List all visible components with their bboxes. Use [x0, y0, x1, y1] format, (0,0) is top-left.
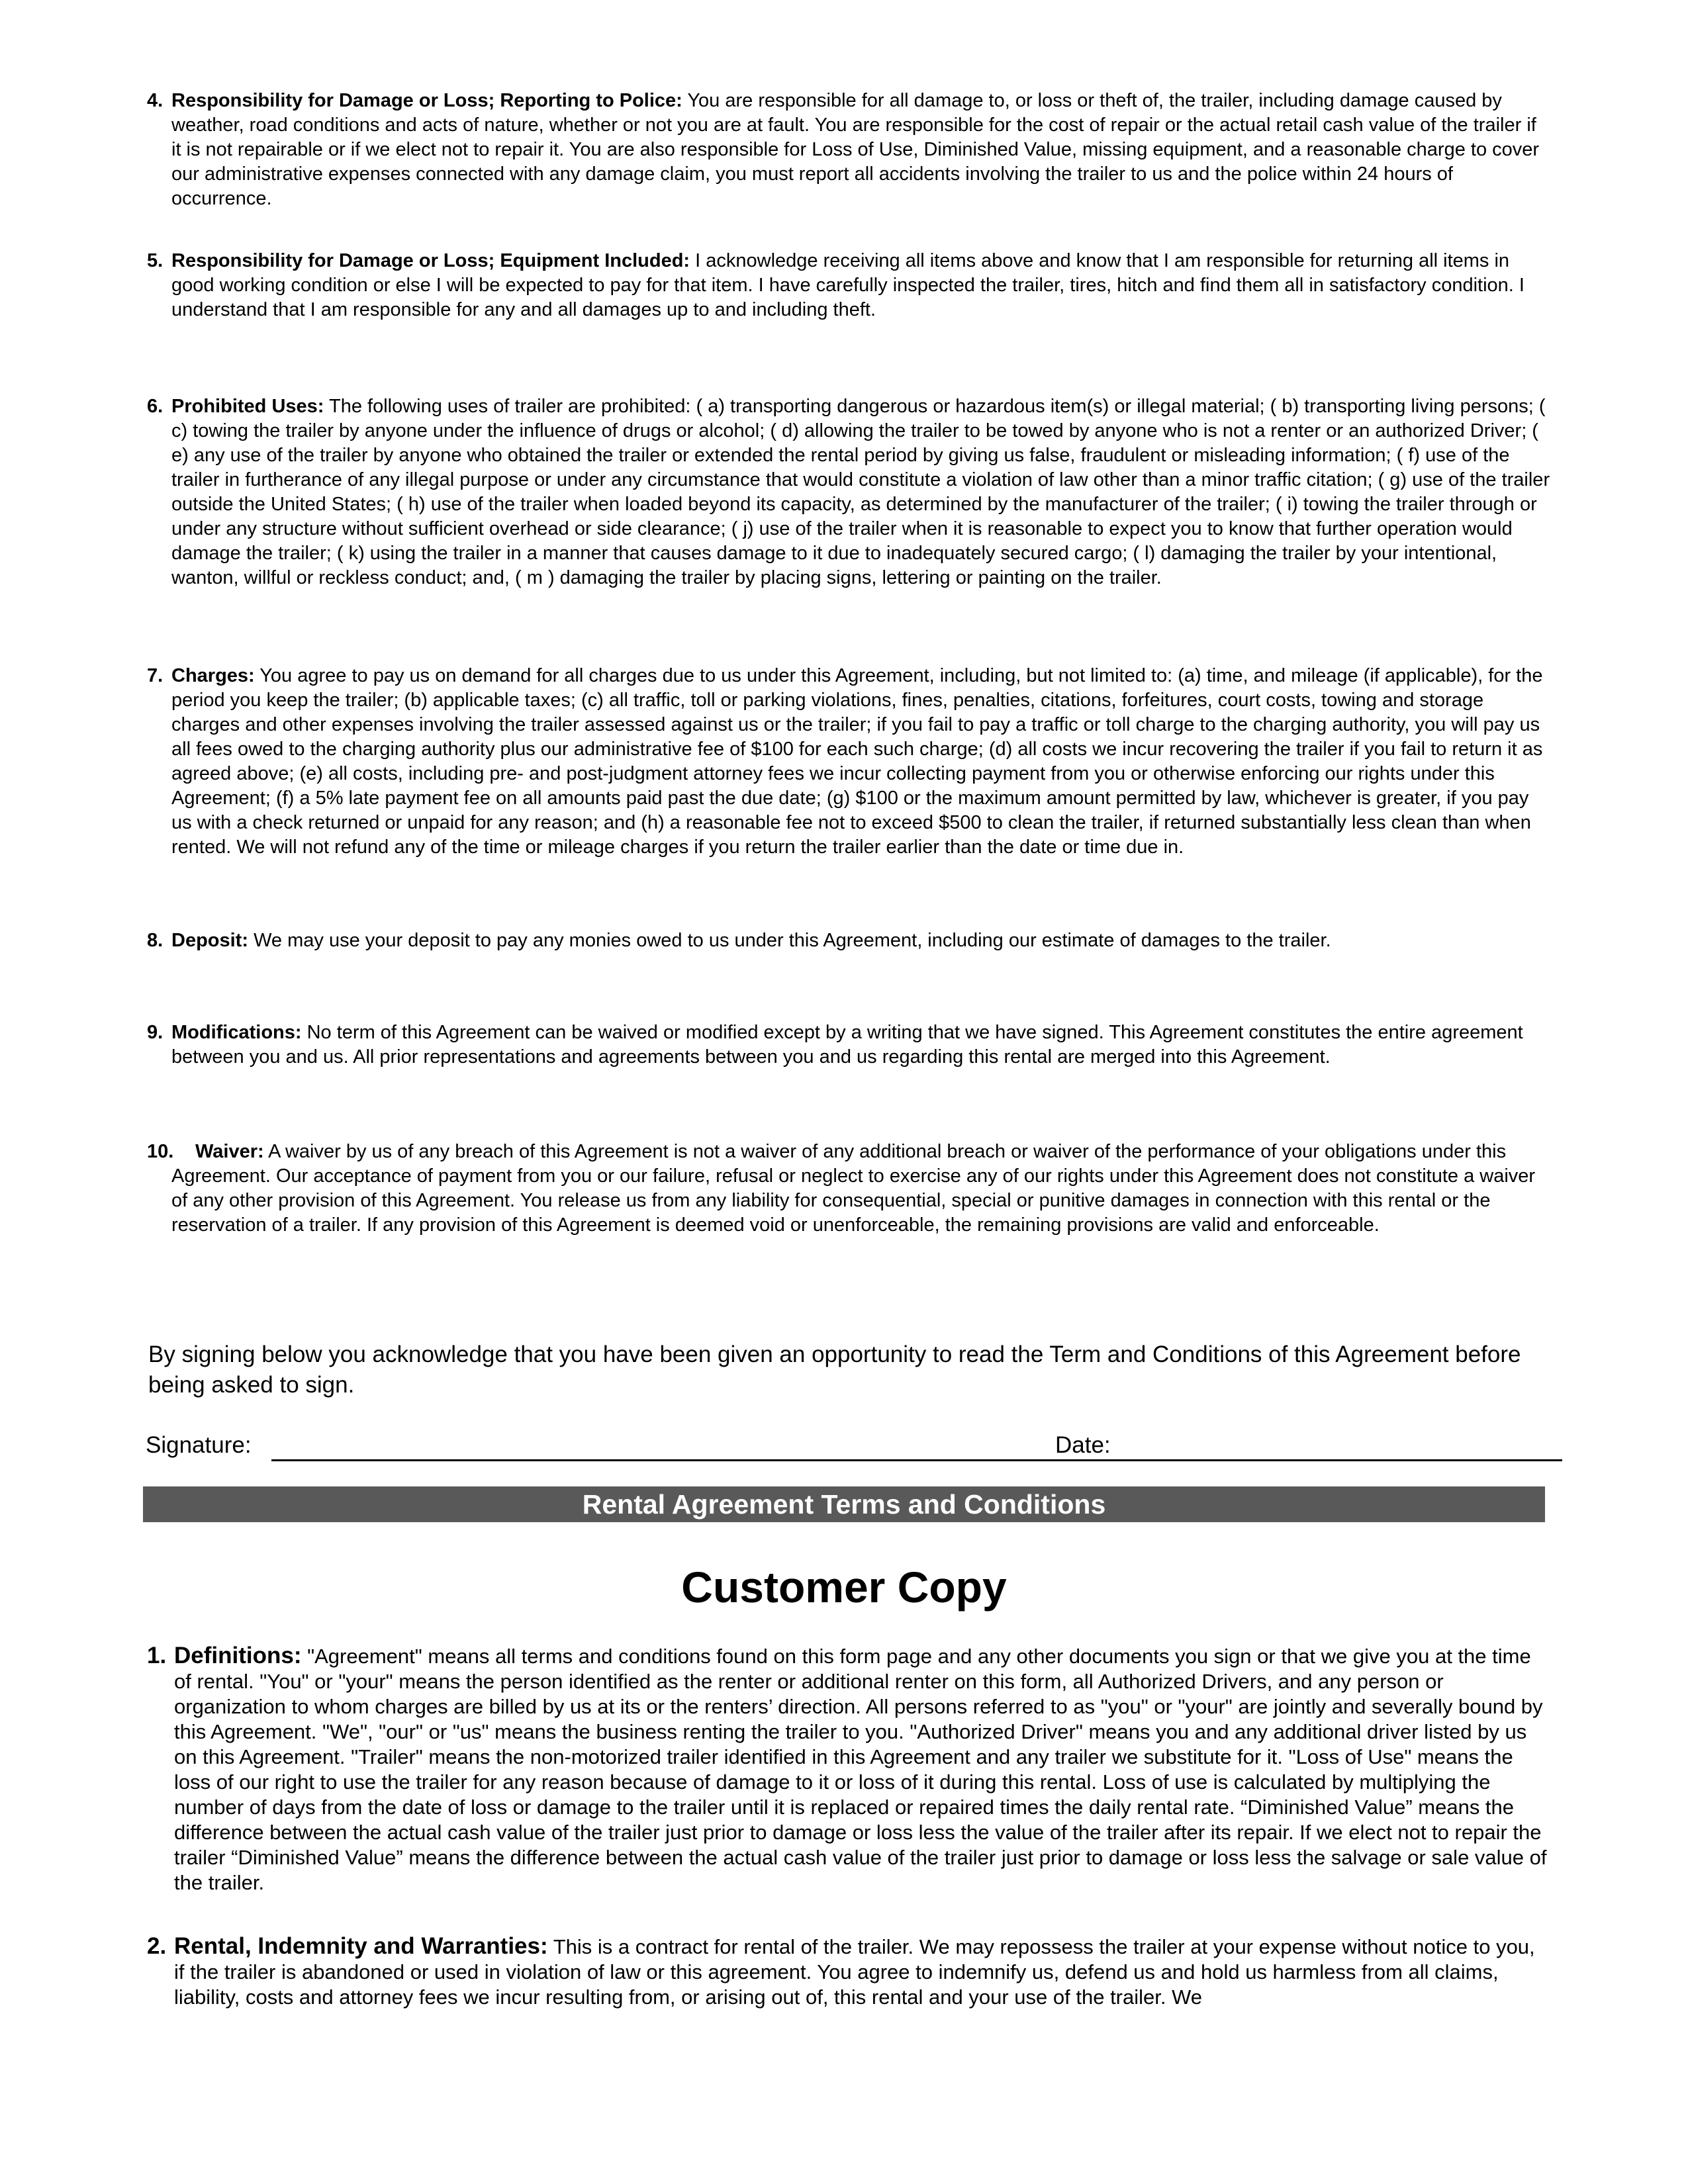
clause-number: 1.: [147, 1643, 167, 1668]
clause-number: 6.: [147, 396, 164, 417]
clause-6: [147, 394, 1550, 590]
date-label: Date:: [1055, 1432, 1111, 1458]
clause-heading: Responsibility for Damage or Loss; Reporting to Police:: [171, 90, 682, 111]
clause-10: [147, 1140, 1550, 1238]
clause-2-rental: [147, 1934, 1550, 2010]
clause-heading: Responsibility for Damage or Loss; Equipment Included:: [171, 250, 690, 271]
clause-text: We may use your deposit to pay any monies owed to us under this Agreement, including our estimate of damages to the trailer.: [254, 930, 1331, 951]
clause-text: You agree to pay us on demand for all charges due to us under this Agreement, including, but not limited to: (a) time, and mileage (if applicable), for the period you keep the trailer; (b) applicable taxes; (c) all traffic, toll or parking violations, fines, penalties, citations, forfeitures, court costs, towing and storage charges and other expenses involving the trailer assessed against us or the trailer; if you fail to pay a traffic or toll charge to the charging authority, you will pay us all fees owed to the charging authority plus our administrative fee of $100 for each such charge; (d) all costs we incur recovering the trailer if you fail to return it as agreed above; (e) all costs, including pre- and post-judgment attorney fees we incur collecting payment from you or otherwise enforcing our rights under this Agreement; (f) a 5% late payment fee on all amounts paid past the due date; (g) $100 or the maximum amount permitted by law, whichever is greater, if you pay us with a check returned or unpaid for any reason; and (h) a reasonable fee not to exceed $500 to clean the trailer, if returned substantially less clean than when rented. We will not refund any of the time or mileage charges if you return the trailer earlier than the date or time due in.: [171, 665, 1543, 858]
clause-number: 7.: [147, 665, 164, 686]
clause-heading: Modifications:: [171, 1022, 302, 1043]
customer-copy-title: Customer Copy: [681, 1563, 1007, 1612]
clause-heading: Waiver:: [195, 1141, 264, 1162]
clause-text: This is a contract for rental of the trailer. We may repossess the trailer at your expense without notice to you, if the trailer is abandoned or used in violation of law or this agreement. You agree to indemnify us, defend us and hold us harmless from all claims, liability, costs and attorney fees we incur resulting from, or arising out of, this rental and your use of the trailer. We: [174, 1935, 1535, 2009]
clause-number: 8.: [147, 930, 164, 951]
clause-heading: Charges:: [171, 665, 255, 686]
clause-7: [147, 664, 1550, 860]
date-line[interactable]: [1128, 1459, 1562, 1461]
clause-number: 9.: [147, 1022, 164, 1043]
clause-9: [147, 1021, 1550, 1069]
clause-number: 10.: [147, 1141, 174, 1162]
clause-text: You are responsible for all damage to, or loss or theft of, the trailer, including damage caused by weather, road conditions and acts of nature, whether or not you are at fault. You are responsible for the cost of repair or the actual retail cash value of the trailer if it is not repairable or if we elect not to repair it. You are also responsible for Loss of Use, Diminished Value, missing equipment, and a reasonable charge to cover our administrative expenses connected with any damage claim, you must report all accidents involving the trailer to us and the police within 24 hours of occurrence.: [171, 90, 1540, 209]
acknowledgement-text: By signing below you acknowledge that you have been given an opportunity to read the Term and Conditions of this Agreement before being asked to sign.: [148, 1342, 1521, 1398]
clause-text: A waiver by us of any breach of this Agreement is not a waiver of any additional breach or waiver of the performance of your obligations under this Agreement. Our acceptance of payment from you or our failure, refusal or neglect to exercise any of our rights under this Agreement does not constitute a waiver of any other provision of this Agreement. You release us from any liability for consequential, special or punitive damages in connection with this rental or the reservation of a trailer. If any provision of this Agreement is deemed void or unenforceable, the remaining provisions are valid and enforceable.: [171, 1141, 1536, 1236]
clause-5: [147, 249, 1550, 322]
clause-heading: Deposit:: [171, 930, 248, 951]
clause-text: No term of this Agreement can be waived or modified except by a writing that we have signed. This Agreement constitutes the entire agreement between you and us. All prior representations and agreements between you and us regarding this rental are merged into this Agreement.: [171, 1022, 1523, 1068]
terms-banner: Rental Agreement Terms and Conditions: [143, 1486, 1545, 1522]
signature-label: Signature:: [146, 1432, 252, 1458]
clause-8: [147, 929, 1550, 953]
clause-text: I acknowledge receiving all items above and know that I am responsible for returning all items in good working condition or else I will be expected to pay for that item. I have carefully inspected the trailer, tires, hitch and find them all in satisfactory condition. I understand that I am responsible for any and all damages up to and including theft.: [171, 250, 1524, 320]
clause-number: 5.: [147, 250, 164, 271]
clause-heading: Prohibited Uses:: [171, 396, 324, 417]
signature-line[interactable]: [271, 1459, 1152, 1461]
clause-text: The following uses of trailer are prohibited: ( a) transporting dangerous or hazardous item(s) or illegal material; ( b) transporting living persons; ( c) towing the trailer by anyone under the influence of drugs or alcohol; ( d) allowing the trailer to be towed by anyone who is not a renter or an authorized Driver; ( e) any use of the trailer by anyone who obtained the trailer or extended the rental period by giving us false, fraudulent or misleading information; ( f) use of the trailer in furtherance of any illegal purpose or under any circumstance that would constitute a violation of law other than a minor traffic citation; ( g) use of the trailer outside the United States; ( h) use of the trailer when loaded beyond its capacity, as determined by the manufacturer of the trailer; ( i) towing the trailer through or under any structure without sufficient overhead or side clearance; ( j) use of the trailer when it is reasonable to expect you to know that further operation would damage the trailer; ( k) using the trailer in a manner that causes damage to it due to inadequately secured cargo; ( l) damaging the trailer by your intentional, wanton, willful or reckless conduct; and, ( m ) damaging the trailer by placing signs, lettering or painting on the trailer.: [171, 396, 1550, 588]
clause-1-definitions: [147, 1643, 1550, 1895]
clause-number: 2.: [147, 1933, 167, 1959]
clause-4: [147, 89, 1550, 211]
signature-row: [146, 1423, 1562, 1463]
clause-text: "Agreement" means all terms and conditions found on this form page and any other documents you sign or that we give you at the time of rental. "You" or "your" means the person identified as the renter or additional renter on this form, all Authorized Drivers, and any person or organization to whom charges are billed by us at its or the renters’ direction. All persons referred to as "you" or "your" are jointly and severally bound by this Agreement. "We", "our" or "us" means the business renting the trailer to you. "Authorized Driver" means you and any additional driver listed by us on this Agreement. "Trailer" means the non-motorized trailer identified in this Agreement and any trailer we substitute for it. "Loss of Use" means the loss of our right to use the trailer for any reason because of damage to it or loss of it during this rental. Loss of use is calculated by multiplying the number of days from the date of loss or damage to the trailer until it is replaced or repaired times the daily rental rate. “Diminished Value” means the difference between the actual cash value of the trailer just prior to damage or loss less the value of the trailer after its repair. If we elect not to repair the trailer “Diminished Value” means the difference between the actual cash value of the trailer just prior to damage or loss less the salvage or sale value of the trailer.: [174, 1645, 1547, 1894]
clause-number: 4.: [147, 90, 164, 111]
clause-heading: Definitions:: [174, 1643, 302, 1668]
clause-heading: Rental, Indemnity and Warranties:: [174, 1933, 548, 1959]
